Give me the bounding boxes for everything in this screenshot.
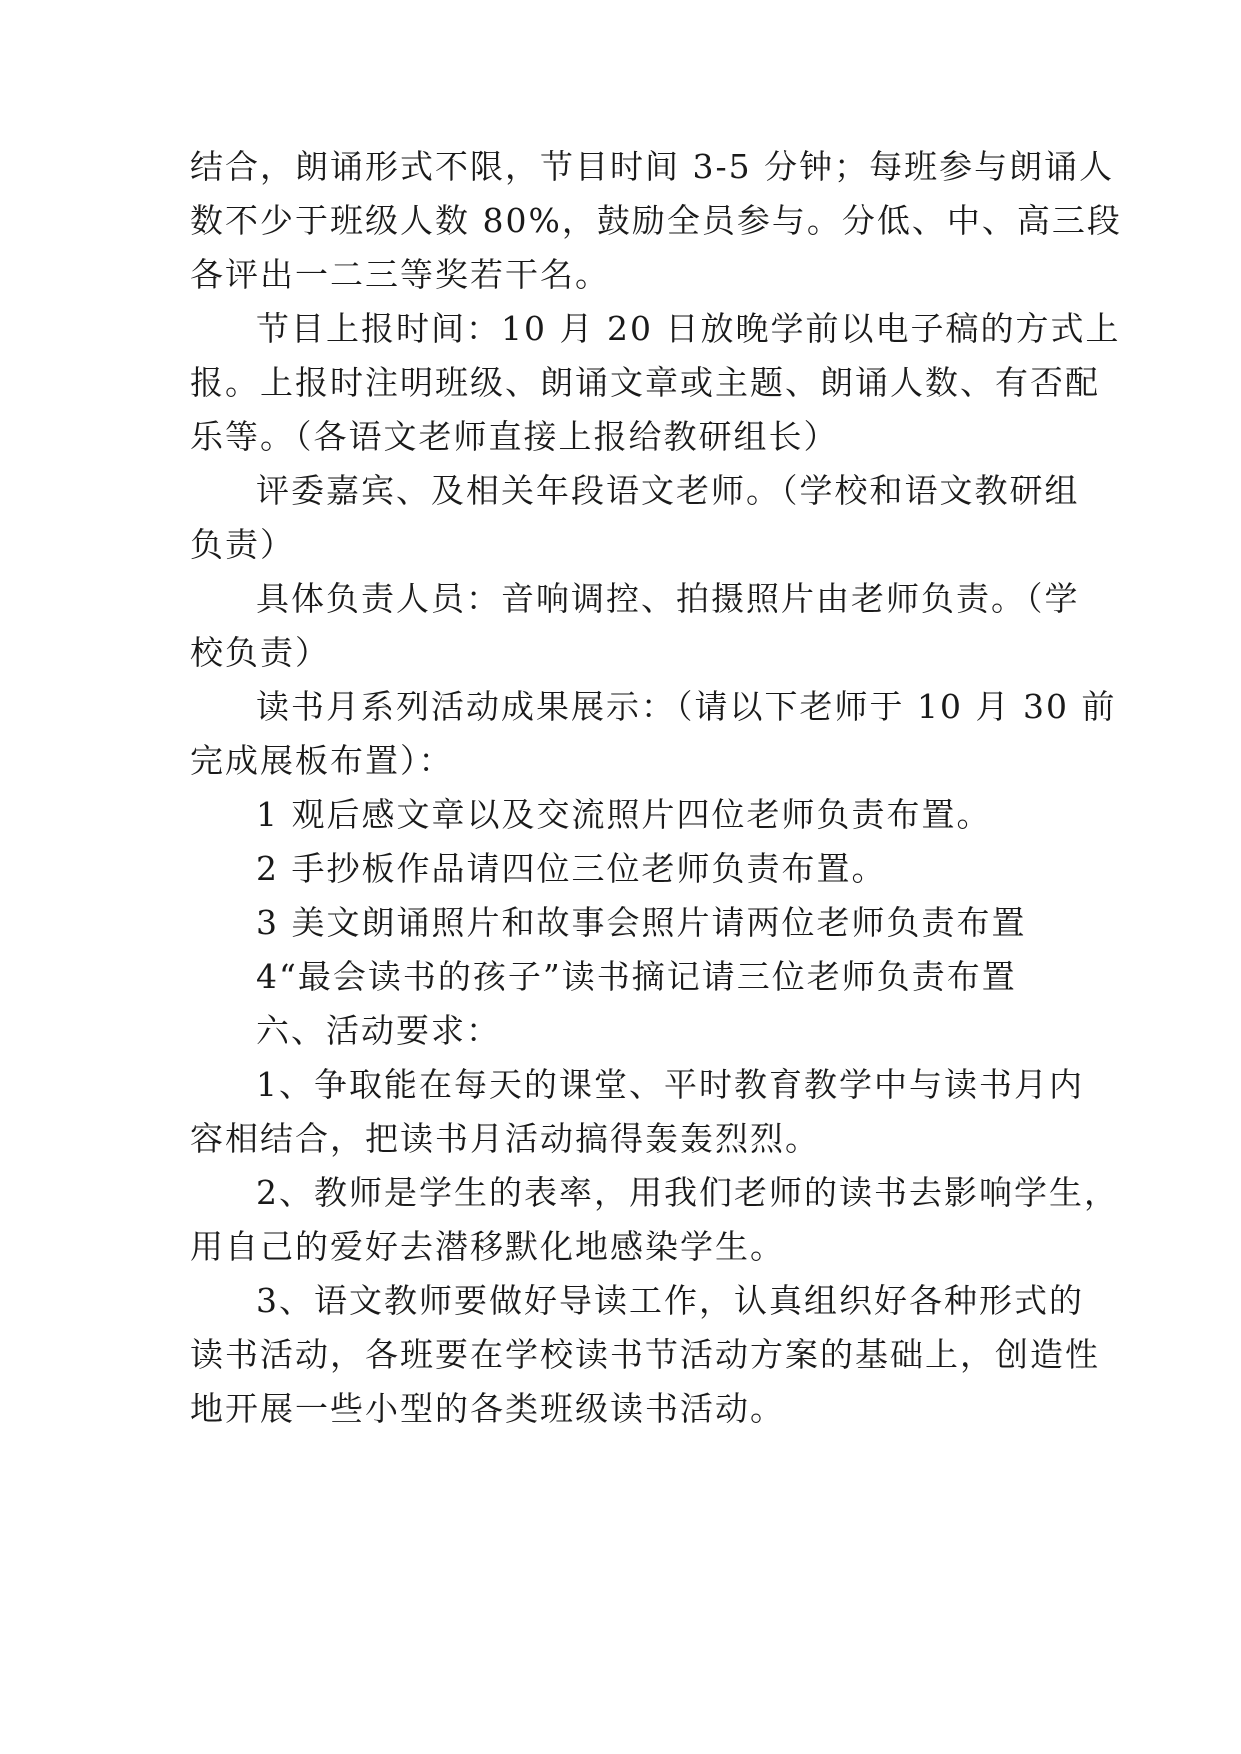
text-line: 各评出一二三等奖若干名。 [190,255,610,294]
text-line: 结合，朗诵形式不限，节目时间 3-5 分钟；每班参与朗诵人 [190,147,1115,186]
text-line: 负责） [190,525,295,564]
text-line: 数不少于班级人数 80%，鼓励全员参与。分低、中、高三段 [190,201,1122,240]
section-heading: 六、活动要求： [256,1011,501,1050]
text-line: 1、争取能在每天的课堂、平时教育教学中与读书月内 [256,1065,1084,1104]
text-line: 读书活动，各班要在学校读书节活动方案的基础上，创造性 [190,1335,1100,1374]
list-item: 4“最会读书的孩子”读书摘记请三位老师负责布置 [256,957,1017,996]
list-item: 2 手抄板作品请四位三位老师负责布置。 [256,849,887,888]
list-item: 3 美文朗诵照片和故事会照片请两位老师负责布置 [256,903,1027,942]
text-line: 完成展板布置）： [190,741,454,780]
text-line: 评委嘉宾、及相关年段语文老师。（学校和语文教研组 [256,471,1080,510]
text-line: 2、教师是学生的表率，用我们老师的读书去影响学生， [256,1173,1119,1212]
text-line: 乐等。（各语文老师直接上报给教研组长） [190,417,839,456]
text-line: 节目上报时间：10 月 20 日放晚学前以电子稿的方式上 [256,309,1121,348]
text-line: 地开展一些小型的各类班级读书活动。 [190,1389,785,1428]
text-line: 报。上报时注明班级、朗诵文章或主题、朗诵人数、有否配 [190,363,1100,402]
text-line: 具体负责人员：音响调控、拍摄照片由老师负责。（学 [256,579,1080,618]
text-line: 用自己的爱好去潜移默化地感染学生。 [190,1227,785,1266]
text-line: 容相结合，把读书月活动搞得轰轰烈烈。 [190,1119,820,1158]
list-item: 1 观后感文章以及交流照片四位老师负责布置。 [256,795,992,834]
text-line: 读书月系列活动成果展示：（请以下老师于 10 月 30 前 [256,687,1117,726]
text-line: 3、语文教师要做好导读工作，认真组织好各种形式的 [256,1281,1084,1320]
text-line: 校负责） [190,633,330,672]
